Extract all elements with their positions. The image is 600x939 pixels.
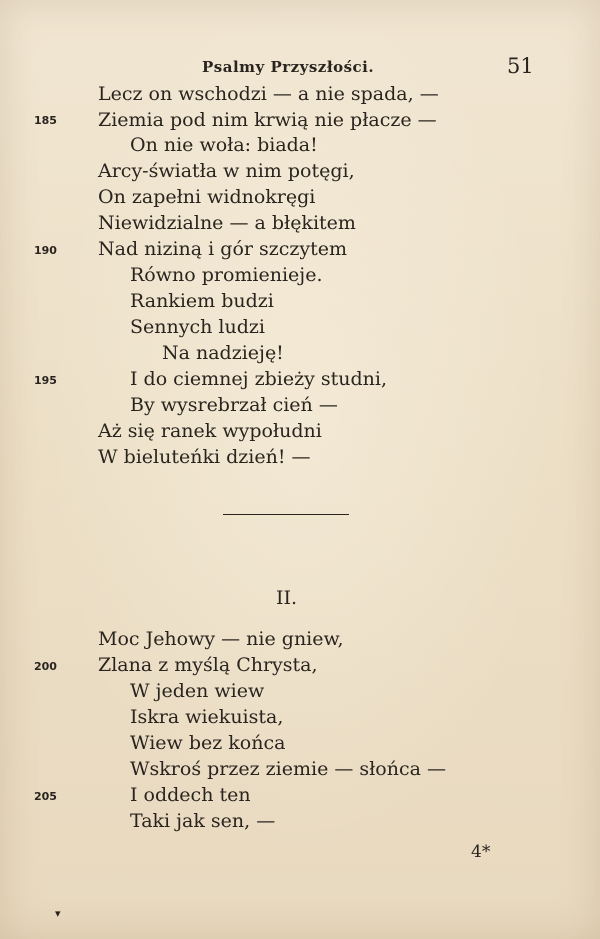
line-number: 200	[34, 660, 57, 673]
verse-line: Moc Jehowy — nie gniew,	[98, 628, 344, 650]
signature-mark: 4*	[471, 842, 491, 862]
verse-line: W jeden wiew	[130, 680, 265, 702]
verse-line: Wskroś przez ziemie — słońca —	[130, 758, 446, 780]
running-head: Psalmy Przyszłości.	[202, 58, 375, 76]
printer-mark-icon: ▾	[55, 907, 61, 920]
verse-line: Nad niziną i gór szczytem	[98, 238, 348, 260]
verse-line: On zapełni widnokręgi	[98, 186, 316, 208]
line-number: 205	[34, 790, 57, 803]
verse-line: Wiew bez końca	[130, 732, 286, 754]
verse-line: Zlana z myślą Chrysta,	[98, 654, 318, 676]
verse-line: I oddech ten	[130, 784, 251, 806]
verse-line: Równo promienieje.	[130, 264, 323, 286]
verse-line: Niewidzialne — a błękitem	[98, 212, 356, 234]
section-divider	[223, 514, 349, 515]
verse-line: Aż się ranek wypołudni	[98, 420, 322, 442]
verse-line: Ziemia pod nim krwią nie płacze —	[98, 109, 437, 131]
section-number: II.	[276, 587, 298, 609]
verse-line: I do ciemnej zbieży studni,	[130, 368, 387, 390]
line-number: 185	[34, 114, 57, 127]
verse-line: Rankiem budzi	[130, 290, 274, 312]
verse-line: Sennych ludzi	[130, 316, 265, 338]
verse-line: Na nadzieję!	[162, 342, 284, 364]
verse-line: By wysrebrzał cień —	[130, 394, 338, 416]
verse-line: W bieluteńki dzień! —	[98, 446, 311, 468]
line-number: 190	[34, 244, 57, 257]
page-number: 51	[507, 54, 534, 78]
verse-line: On nie woła: biada!	[130, 134, 318, 156]
verse-line: Arcy-światła w nim potęgi,	[98, 160, 355, 182]
line-number: 195	[34, 374, 57, 387]
verse-line: Iskra wiekuista,	[130, 706, 284, 728]
verse-line: Lecz on wschodzi — a nie spada, —	[98, 83, 439, 105]
verse-line: Taki jak sen, —	[130, 810, 276, 832]
